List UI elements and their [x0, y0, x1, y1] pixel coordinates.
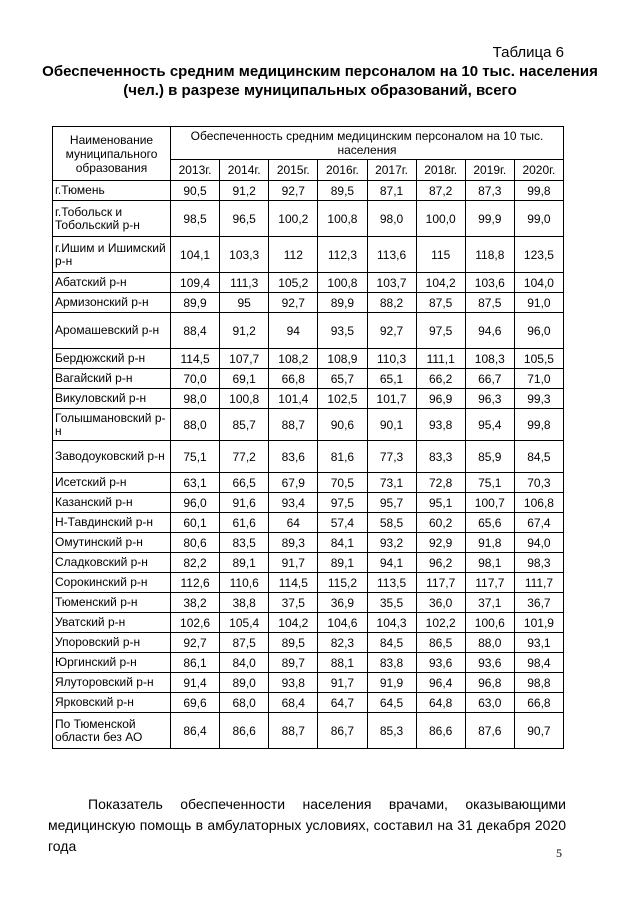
value-cell: 66,7: [465, 369, 514, 389]
value-cell: 88,0: [171, 409, 220, 441]
table-row: [53, 653, 564, 673]
year-header: 2015г.: [269, 160, 318, 181]
value-cell: 92,7: [367, 313, 416, 349]
value-cell: 115: [416, 237, 465, 273]
value-cell: 88,2: [367, 293, 416, 313]
municipality-name-cell: Юргинский р-н: [53, 653, 171, 673]
value-cell: 77,3: [367, 441, 416, 473]
value-cell: 85,9: [465, 441, 514, 473]
year-header: 2019г.: [465, 160, 514, 181]
value-cell: 36,9: [318, 593, 367, 613]
column-header-municipality: Наименование муниципального образования: [53, 127, 171, 181]
value-cell: 63,1: [171, 473, 220, 493]
municipality-name-cell: Упоровский р-н: [53, 633, 171, 653]
value-cell: 101,4: [269, 389, 318, 409]
value-cell: 95,1: [416, 493, 465, 513]
municipality-name-cell: Бердюжский р-н: [53, 349, 171, 369]
value-cell: 108,3: [465, 349, 514, 369]
value-cell: 111,1: [416, 349, 465, 369]
value-cell: 96,5: [220, 201, 269, 237]
value-cell: 89,1: [318, 553, 367, 573]
value-cell: 103,6: [465, 273, 514, 293]
column-group-header: Обеспеченность средним медицинским персоналом на 10 тыс. населения: [171, 127, 564, 160]
value-cell: 105,5: [514, 349, 563, 369]
value-cell: 80,6: [171, 533, 220, 553]
value-cell: 84,1: [318, 533, 367, 553]
table-row: [53, 313, 564, 349]
value-cell: 89,0: [220, 673, 269, 693]
value-cell: 104,0: [514, 273, 563, 293]
municipality-name-cell: Вагайский р-н: [53, 369, 171, 389]
value-cell: 69,1: [220, 369, 269, 389]
value-cell: 100,6: [465, 613, 514, 633]
value-cell: 84,5: [367, 633, 416, 653]
table-body: [53, 181, 564, 749]
value-cell: 96,2: [416, 553, 465, 573]
value-cell: 67,4: [514, 513, 563, 533]
value-cell: 99,3: [514, 389, 563, 409]
table-row: [53, 633, 564, 653]
table-caption: Таблица 6: [492, 44, 564, 61]
value-cell: 108,2: [269, 349, 318, 369]
municipality-name-cell: г.Тюмень: [53, 181, 171, 201]
value-cell: 84,0: [220, 653, 269, 673]
municipality-name-cell: г.Тобольск и Тобольский р-н: [53, 201, 171, 237]
value-cell: 96,9: [416, 389, 465, 409]
municipality-name-cell: Ярковский р-н: [53, 693, 171, 713]
value-cell: 98,5: [171, 201, 220, 237]
year-header: 2018г.: [416, 160, 465, 181]
table-row: [53, 593, 564, 613]
value-cell: 35,5: [367, 593, 416, 613]
value-cell: 90,1: [367, 409, 416, 441]
data-table: [52, 126, 564, 749]
value-cell: 83,3: [416, 441, 465, 473]
value-cell: 91,2: [220, 313, 269, 349]
value-cell: 99,8: [514, 409, 563, 441]
value-cell: 104,2: [416, 273, 465, 293]
value-cell: 102,5: [318, 389, 367, 409]
municipality-name-cell: Сладковский р-н: [53, 553, 171, 573]
value-cell: 36,7: [514, 593, 563, 613]
value-cell: 100,8: [318, 201, 367, 237]
value-cell: 94,1: [367, 553, 416, 573]
municipality-name-cell: Голышмановский р-н: [53, 409, 171, 441]
value-cell: 83,6: [269, 441, 318, 473]
value-cell: 87,5: [416, 293, 465, 313]
value-cell: 89,1: [220, 553, 269, 573]
value-cell: 68,4: [269, 693, 318, 713]
table-row: [53, 237, 564, 273]
value-cell: 86,5: [416, 633, 465, 653]
value-cell: 89,5: [318, 181, 367, 201]
value-cell: 37,5: [269, 593, 318, 613]
value-cell: 105,4: [220, 613, 269, 633]
value-cell: 94,0: [514, 533, 563, 553]
value-cell: 70,3: [514, 473, 563, 493]
value-cell: 91,8: [465, 533, 514, 553]
table-row: [53, 201, 564, 237]
table-row: [53, 181, 564, 201]
value-cell: 92,7: [269, 293, 318, 313]
municipality-name-cell: По Тюменской области без АО: [53, 713, 171, 749]
value-cell: 96,8: [465, 673, 514, 693]
value-cell: 94: [269, 313, 318, 349]
municipality-name-cell: Абатский р-н: [53, 273, 171, 293]
value-cell: 112,3: [318, 237, 367, 273]
value-cell: 95,7: [367, 493, 416, 513]
value-cell: 77,2: [220, 441, 269, 473]
value-cell: 86,1: [171, 653, 220, 673]
value-cell: 98,1: [465, 553, 514, 573]
value-cell: 93,2: [367, 533, 416, 553]
municipality-name-cell: Уватский р-н: [53, 613, 171, 633]
value-cell: 69,6: [171, 693, 220, 713]
value-cell: 110,6: [220, 573, 269, 593]
municipality-name-cell: Армизонский р-н: [53, 293, 171, 313]
municipality-name-cell: Исетский р-н: [53, 473, 171, 493]
table-row: [53, 693, 564, 713]
value-cell: 100,7: [465, 493, 514, 513]
value-cell: 101,7: [367, 389, 416, 409]
value-cell: 95: [220, 293, 269, 313]
value-cell: 114,5: [269, 573, 318, 593]
value-cell: 111,3: [220, 273, 269, 293]
value-cell: 96,0: [514, 313, 563, 349]
value-cell: 123,5: [514, 237, 563, 273]
value-cell: 87,3: [465, 181, 514, 201]
value-cell: 89,7: [269, 653, 318, 673]
value-cell: 104,2: [269, 613, 318, 633]
value-cell: 70,5: [318, 473, 367, 493]
value-cell: 83,8: [367, 653, 416, 673]
value-cell: 93,5: [318, 313, 367, 349]
value-cell: 98,3: [514, 553, 563, 573]
value-cell: 111,7: [514, 573, 563, 593]
year-header: 2020г.: [514, 160, 563, 181]
table-row: [53, 533, 564, 553]
value-cell: 115,2: [318, 573, 367, 593]
value-cell: 89,9: [171, 293, 220, 313]
value-cell: 104,6: [318, 613, 367, 633]
value-cell: 66,8: [514, 693, 563, 713]
value-cell: 88,7: [269, 713, 318, 749]
value-cell: 99,0: [514, 201, 563, 237]
value-cell: 93,6: [416, 653, 465, 673]
value-cell: 93,1: [514, 633, 563, 653]
value-cell: 108,9: [318, 349, 367, 369]
municipality-name-cell: г.Ишим и Ишимский р-н: [53, 237, 171, 273]
value-cell: 90,5: [171, 181, 220, 201]
value-cell: 113,6: [367, 237, 416, 273]
value-cell: 91,4: [171, 673, 220, 693]
value-cell: 113,5: [367, 573, 416, 593]
value-cell: 91,6: [220, 493, 269, 513]
value-cell: 94,6: [465, 313, 514, 349]
value-cell: 85,3: [367, 713, 416, 749]
value-cell: 64,8: [416, 693, 465, 713]
value-cell: 105,2: [269, 273, 318, 293]
value-cell: 93,8: [269, 673, 318, 693]
value-cell: 89,9: [318, 293, 367, 313]
value-cell: 87,6: [465, 713, 514, 749]
value-cell: 98,0: [171, 389, 220, 409]
municipality-name-cell: Сорокинский р-н: [53, 573, 171, 593]
value-cell: 64,7: [318, 693, 367, 713]
value-cell: 36,0: [416, 593, 465, 613]
value-cell: 103,7: [367, 273, 416, 293]
value-cell: 92,7: [171, 633, 220, 653]
value-cell: 95,4: [465, 409, 514, 441]
value-cell: 98,0: [367, 201, 416, 237]
value-cell: 82,3: [318, 633, 367, 653]
value-cell: 61,6: [220, 513, 269, 533]
table-row: [53, 389, 564, 409]
value-cell: 88,4: [171, 313, 220, 349]
value-cell: 87,5: [220, 633, 269, 653]
table-row: [53, 409, 564, 441]
value-cell: 103,3: [220, 237, 269, 273]
value-cell: 91,0: [514, 293, 563, 313]
value-cell: 85,7: [220, 409, 269, 441]
table-row: [53, 349, 564, 369]
value-cell: 92,7: [269, 181, 318, 201]
value-cell: 37,1: [465, 593, 514, 613]
value-cell: 65,7: [318, 369, 367, 389]
value-cell: 64,5: [367, 693, 416, 713]
value-cell: 109,4: [171, 273, 220, 293]
value-cell: 73,1: [367, 473, 416, 493]
value-cell: 38,2: [171, 593, 220, 613]
table-row: [53, 553, 564, 573]
table-row: [53, 293, 564, 313]
value-cell: 90,7: [514, 713, 563, 749]
value-cell: 82,2: [171, 553, 220, 573]
value-cell: 93,4: [269, 493, 318, 513]
value-cell: 90,6: [318, 409, 367, 441]
body-paragraph: [48, 794, 566, 857]
table-row: [53, 573, 564, 593]
municipality-name-cell: Омутинский р-н: [53, 533, 171, 553]
value-cell: 102,2: [416, 613, 465, 633]
value-cell: 99,9: [465, 201, 514, 237]
value-cell: 91,2: [220, 181, 269, 201]
value-cell: 114,5: [171, 349, 220, 369]
table-row: [53, 673, 564, 693]
value-cell: 93,8: [416, 409, 465, 441]
value-cell: 75,1: [171, 441, 220, 473]
value-cell: 97,5: [318, 493, 367, 513]
year-header: 2013г.: [171, 160, 220, 181]
table-row: [53, 513, 564, 533]
value-cell: 89,3: [269, 533, 318, 553]
value-cell: 112: [269, 237, 318, 273]
municipality-name-cell: Тюменский р-н: [53, 593, 171, 613]
value-cell: 98,4: [514, 653, 563, 673]
value-cell: 93,6: [465, 653, 514, 673]
table-title: Обеспеченность средним медицинским персоналом на 10 тыс. населения (чел.) в разрезе муниципальных образований, всего: [42, 63, 598, 99]
value-cell: 91,9: [367, 673, 416, 693]
value-cell: 72,8: [416, 473, 465, 493]
value-cell: 86,6: [220, 713, 269, 749]
value-cell: 75,1: [465, 473, 514, 493]
value-cell: 100,8: [220, 389, 269, 409]
value-cell: 92,9: [416, 533, 465, 553]
body-paragraph-text: Показатель обеспеченности населения врачами, оказывающими медицинскую помощь в амбулаторных условиях, составил на 31 декабря 2020 года: [48, 796, 566, 854]
value-cell: 68,0: [220, 693, 269, 713]
value-cell: 99,8: [514, 181, 563, 201]
value-cell: 88,1: [318, 653, 367, 673]
year-header: 2014г.: [220, 160, 269, 181]
value-cell: 104,3: [367, 613, 416, 633]
year-header: 2017г.: [367, 160, 416, 181]
value-cell: 100,2: [269, 201, 318, 237]
municipality-name-cell: Аромашевский р-н: [53, 313, 171, 349]
value-cell: 98,8: [514, 673, 563, 693]
value-cell: 57,4: [318, 513, 367, 533]
value-cell: 100,0: [416, 201, 465, 237]
value-cell: 112,6: [171, 573, 220, 593]
value-cell: 63,0: [465, 693, 514, 713]
table-row: [53, 369, 564, 389]
value-cell: 60,1: [171, 513, 220, 533]
value-cell: 71,0: [514, 369, 563, 389]
value-cell: 64: [269, 513, 318, 533]
value-cell: 89,5: [269, 633, 318, 653]
value-cell: 65,6: [465, 513, 514, 533]
table-row: [53, 613, 564, 633]
value-cell: 101,9: [514, 613, 563, 633]
value-cell: 86,6: [416, 713, 465, 749]
value-cell: 66,2: [416, 369, 465, 389]
table-row: [53, 273, 564, 293]
value-cell: 91,7: [269, 553, 318, 573]
value-cell: 87,5: [465, 293, 514, 313]
value-cell: 65,1: [367, 369, 416, 389]
value-cell: 60,2: [416, 513, 465, 533]
value-cell: 107,7: [220, 349, 269, 369]
municipality-name-cell: Ялуторовский р-н: [53, 673, 171, 693]
value-cell: 91,7: [318, 673, 367, 693]
value-cell: 104,1: [171, 237, 220, 273]
value-cell: 88,0: [465, 633, 514, 653]
value-cell: 117,7: [465, 573, 514, 593]
municipality-name-cell: Заводоуковский р-н: [53, 441, 171, 473]
value-cell: 38,8: [220, 593, 269, 613]
value-cell: 97,5: [416, 313, 465, 349]
value-cell: 117,7: [416, 573, 465, 593]
municipality-name-cell: Викуловский р-н: [53, 389, 171, 409]
value-cell: 88,7: [269, 409, 318, 441]
value-cell: 87,1: [367, 181, 416, 201]
value-cell: 96,0: [171, 493, 220, 513]
value-cell: 84,5: [514, 441, 563, 473]
page-number: 5: [556, 846, 562, 860]
value-cell: 81,6: [318, 441, 367, 473]
value-cell: 58,5: [367, 513, 416, 533]
value-cell: 110,3: [367, 349, 416, 369]
value-cell: 102,6: [171, 613, 220, 633]
value-cell: 96,4: [416, 673, 465, 693]
table-row: [53, 713, 564, 749]
year-header: 2016г.: [318, 160, 367, 181]
value-cell: 96,3: [465, 389, 514, 409]
table-row: [53, 493, 564, 513]
value-cell: 118,8: [465, 237, 514, 273]
value-cell: 67,9: [269, 473, 318, 493]
value-cell: 70,0: [171, 369, 220, 389]
value-cell: 106,8: [514, 493, 563, 513]
municipality-name-cell: Казанский р-н: [53, 493, 171, 513]
table-row: [53, 473, 564, 493]
value-cell: 66,5: [220, 473, 269, 493]
value-cell: 83,5: [220, 533, 269, 553]
value-cell: 66,8: [269, 369, 318, 389]
value-cell: 87,2: [416, 181, 465, 201]
value-cell: 100,8: [318, 273, 367, 293]
table-row: [53, 441, 564, 473]
municipality-name-cell: Н-Тавдинский р-н: [53, 513, 171, 533]
value-cell: 86,7: [318, 713, 367, 749]
value-cell: 86,4: [171, 713, 220, 749]
